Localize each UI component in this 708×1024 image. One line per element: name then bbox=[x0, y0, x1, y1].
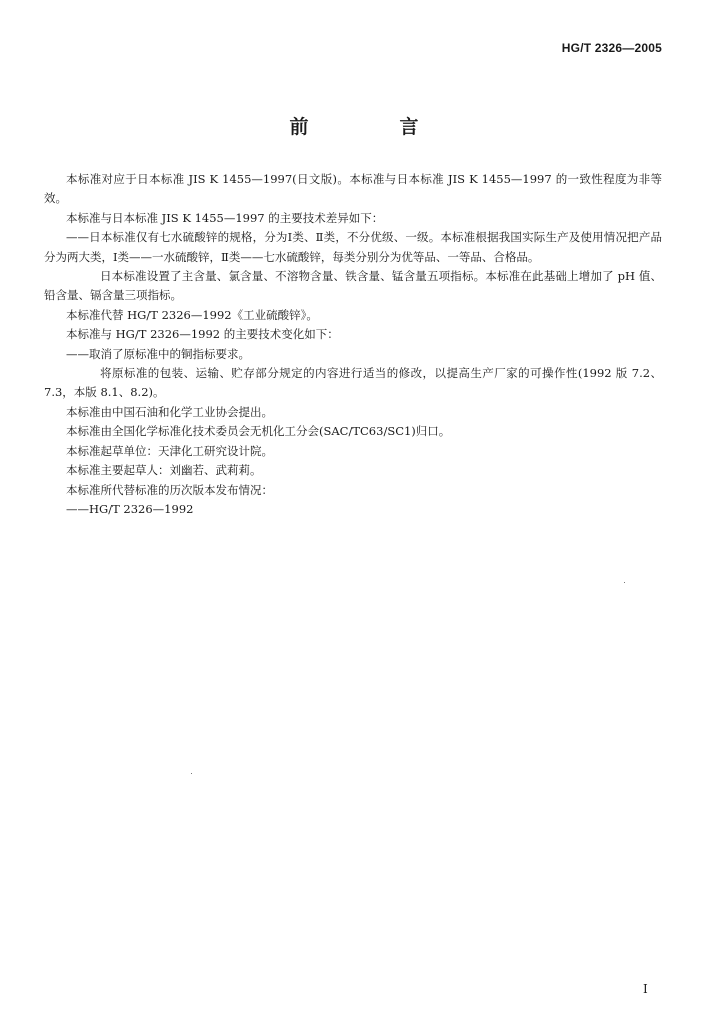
scan-speck bbox=[624, 582, 625, 583]
page-number: I bbox=[643, 982, 648, 996]
standard-code-header: HG/T 2326—2005 bbox=[561, 41, 662, 55]
paragraph-drafting-unit: 本标准起草单位：天津化工研究设计院。 bbox=[66, 443, 273, 458]
paragraph-replaces: 本标准代替 HG/T 2326—1992《工业硫酸锌》。 bbox=[66, 307, 318, 322]
paragraph-change-copper: ——取消了原标准中的铜指标要求。 bbox=[66, 346, 250, 361]
paragraph-change-packaging: 将原标准的包装、运输、贮存部分规定的内容进行适当的修改，以提高生产厂家的可操作性(1992 版 7.2、7.3，本版 8.1、8.2)。 bbox=[44, 366, 662, 400]
paragraph-changes-intro: 本标准与 HG/T 2326—1992 的主要技术变化如下： bbox=[66, 327, 339, 342]
paragraph-correspondence: 本标准对应于日本标准 JIS K 1455—1997(日文版)。本标准与日本标准 JIS K 1455—1997 的一致性程度为非等效。 bbox=[44, 172, 662, 206]
paragraph-proposed-by: 本标准由中国石油和化学工业协会提出。 bbox=[66, 404, 273, 419]
paragraph-history-item: ——HG/T 2326—1992 bbox=[66, 501, 194, 516]
preface-body bbox=[44, 170, 662, 519]
paragraph-history-intro: 本标准所代替标准的历次版本发布情况： bbox=[66, 482, 273, 497]
paragraph-administered-by: 本标准由全国化学标准化技术委员会无机化工分会(SAC/TC63/SC1)归口。 bbox=[66, 424, 451, 439]
paragraph-difference-classification: ——日本标准仅有七水硫酸锌的规格，分为Ⅰ类、Ⅱ类，不分优级、一级。本标准根据我国实际生产及使用情况把产品分为两大类，Ⅰ类——一水硫酸锌，Ⅱ类——七水硫酸锌，每类分别分为优等品、一等品、合格品。 bbox=[44, 230, 662, 264]
paragraph-difference-indicators: 日本标准设置了主含量、氯含量、不溶物含量、铁含量、锰含量五项指标。本标准在此基础上增加了 pH 值、铅含量、镉含量三项指标。 bbox=[44, 269, 662, 303]
page-title: 前 言 bbox=[289, 116, 455, 138]
paragraph-differences-intro: 本标准与日本标准 JIS K 1455—1997 的主要技术差异如下： bbox=[66, 210, 384, 225]
paragraph-drafters: 本标准主要起草人：刘幽若、武莉莉。 bbox=[66, 463, 262, 478]
scan-speck bbox=[191, 773, 192, 774]
